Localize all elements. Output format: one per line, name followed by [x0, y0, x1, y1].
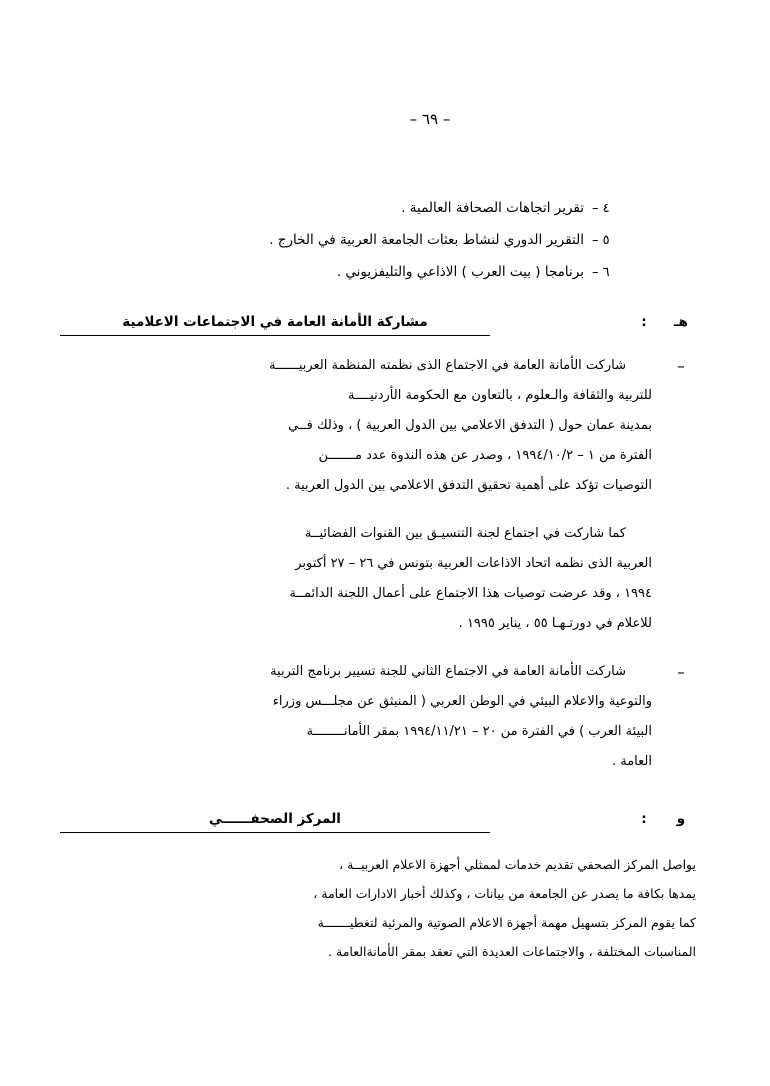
paragraph-line: شاركت الأمانة العامة في الاجتماع الثاني للجنة تسيير برنامج التربية — [270, 664, 626, 679]
paragraph-line: البيئة العرب ) في الفترة من ٢٠ – ١٩٩٤/١١/٢١ بمقر الأمانــــــــة — [306, 724, 652, 739]
paragraph-line: كما شاركت في اجتماع لجنة التنسيـق بين القنوات الفضائيــة — [304, 526, 626, 541]
paragraph-line: يمدها بكافة ما يصدر عن الجامعة من بيانات ، وكذلك أخبار الادارات العامة ، — [313, 886, 696, 901]
page-content — [60, 200, 710, 966]
section-heading — [60, 314, 710, 339]
paragraph-line: العربية الذى نظمه اتحاد الاذاعات العربية بتونس في ٢٦ – ٢٧ أكتوبر — [295, 556, 652, 571]
list-item — [60, 200, 710, 216]
paragraph-line: والتوعية والاعلام البيئي في الوطن العربي ( المنبثق عن مجلـــس وزراء — [272, 694, 652, 709]
list-item-text: برنامجا ( بيت العرب ) الاذاعي والتليفزيوني . — [336, 264, 584, 280]
paragraph-block — [60, 657, 710, 777]
paragraph-block — [60, 519, 710, 639]
paragraph-block — [60, 850, 710, 966]
paragraph-line: التوصيات تؤكد على أهمية تحقيق التدفق الاعلامي بين الدول العربية . — [285, 478, 652, 493]
list-item — [60, 264, 710, 280]
section-colon: : — [641, 314, 647, 330]
paragraph-line: للاعلام في دورتـهـا ٥٥ ، يناير ١٩٩٥ . — [458, 616, 652, 631]
section-title-underline — [60, 832, 490, 833]
section-colon: : — [641, 811, 647, 827]
page-number: – ٦٩ – — [409, 110, 451, 128]
list-item — [60, 232, 710, 248]
paragraph-block — [60, 351, 710, 501]
section-letter: هـ — [674, 314, 688, 330]
paragraph-lines — [60, 519, 652, 639]
paragraph-lines — [60, 351, 652, 501]
paragraph-line: بمدينة عمان حول ( التدفق الاعلامي بين الدول العربية ) ، وذلك فــي — [288, 418, 652, 433]
list-item-marker: ٥ – — [592, 233, 610, 248]
paragraph-line: العامة . — [611, 754, 652, 769]
paragraph-line: الفترة من ١ – ١٩٩٤/١٠/٢ ، وصدر عن هذه الندوة عدد مـــــــن — [318, 448, 652, 463]
paragraph-dash: – — [677, 663, 685, 681]
section-title — [60, 314, 490, 339]
section-title-text: المركز الصحفــــــي — [209, 811, 341, 827]
section-title-underline — [60, 335, 490, 336]
paragraph-lines — [60, 657, 652, 777]
section-heading — [60, 811, 710, 836]
paragraph-line: المناسبات المختلفة ، والاجتماعات العديدة التي تعقد بمقر الأمانةالعامة . — [328, 944, 696, 959]
section-letter: و — [676, 811, 686, 827]
section-title-text: مشاركة الأمانة العامة في الاجتماعات الاعلامية — [122, 314, 428, 330]
paragraph-line: يواصل المركز الصحفي تقديم خدمات لممثلي أجهزة الاعلام العربيــة ، — [339, 857, 696, 872]
paragraph-line: ١٩٩٤ ، وقد عرضت توصيات هذا الاجتماع على أعمال اللجنة الدائمــة — [289, 586, 652, 601]
paragraph-line: كما يقوم المركز بتسهيل مهمة أجهزة الاعلام الصوتية والمرئية لتغطيـــــــة — [317, 915, 696, 930]
paragraph-dash: – — [677, 357, 685, 375]
list-item-text: التقرير الدوري لنشاط بعثات الجامعة العربية في الخارج . — [269, 232, 584, 248]
section-title — [60, 811, 490, 836]
list-item-marker: ٤ – — [592, 201, 610, 216]
paragraph-line: شاركت الأمانة العامة في الاجتماع الذى نظمته المنظمة العربيــــــة — [269, 358, 626, 373]
list-item-marker: ٦ – — [592, 265, 610, 280]
list-item-text: تقرير اتجاهات الصحافة العالمية . — [401, 200, 584, 216]
numbered-list — [60, 200, 710, 280]
paragraph-line: للتربية والثقافة والـعلوم ، بالتعاون مع الحكومة الأردنيــــة — [347, 388, 652, 403]
